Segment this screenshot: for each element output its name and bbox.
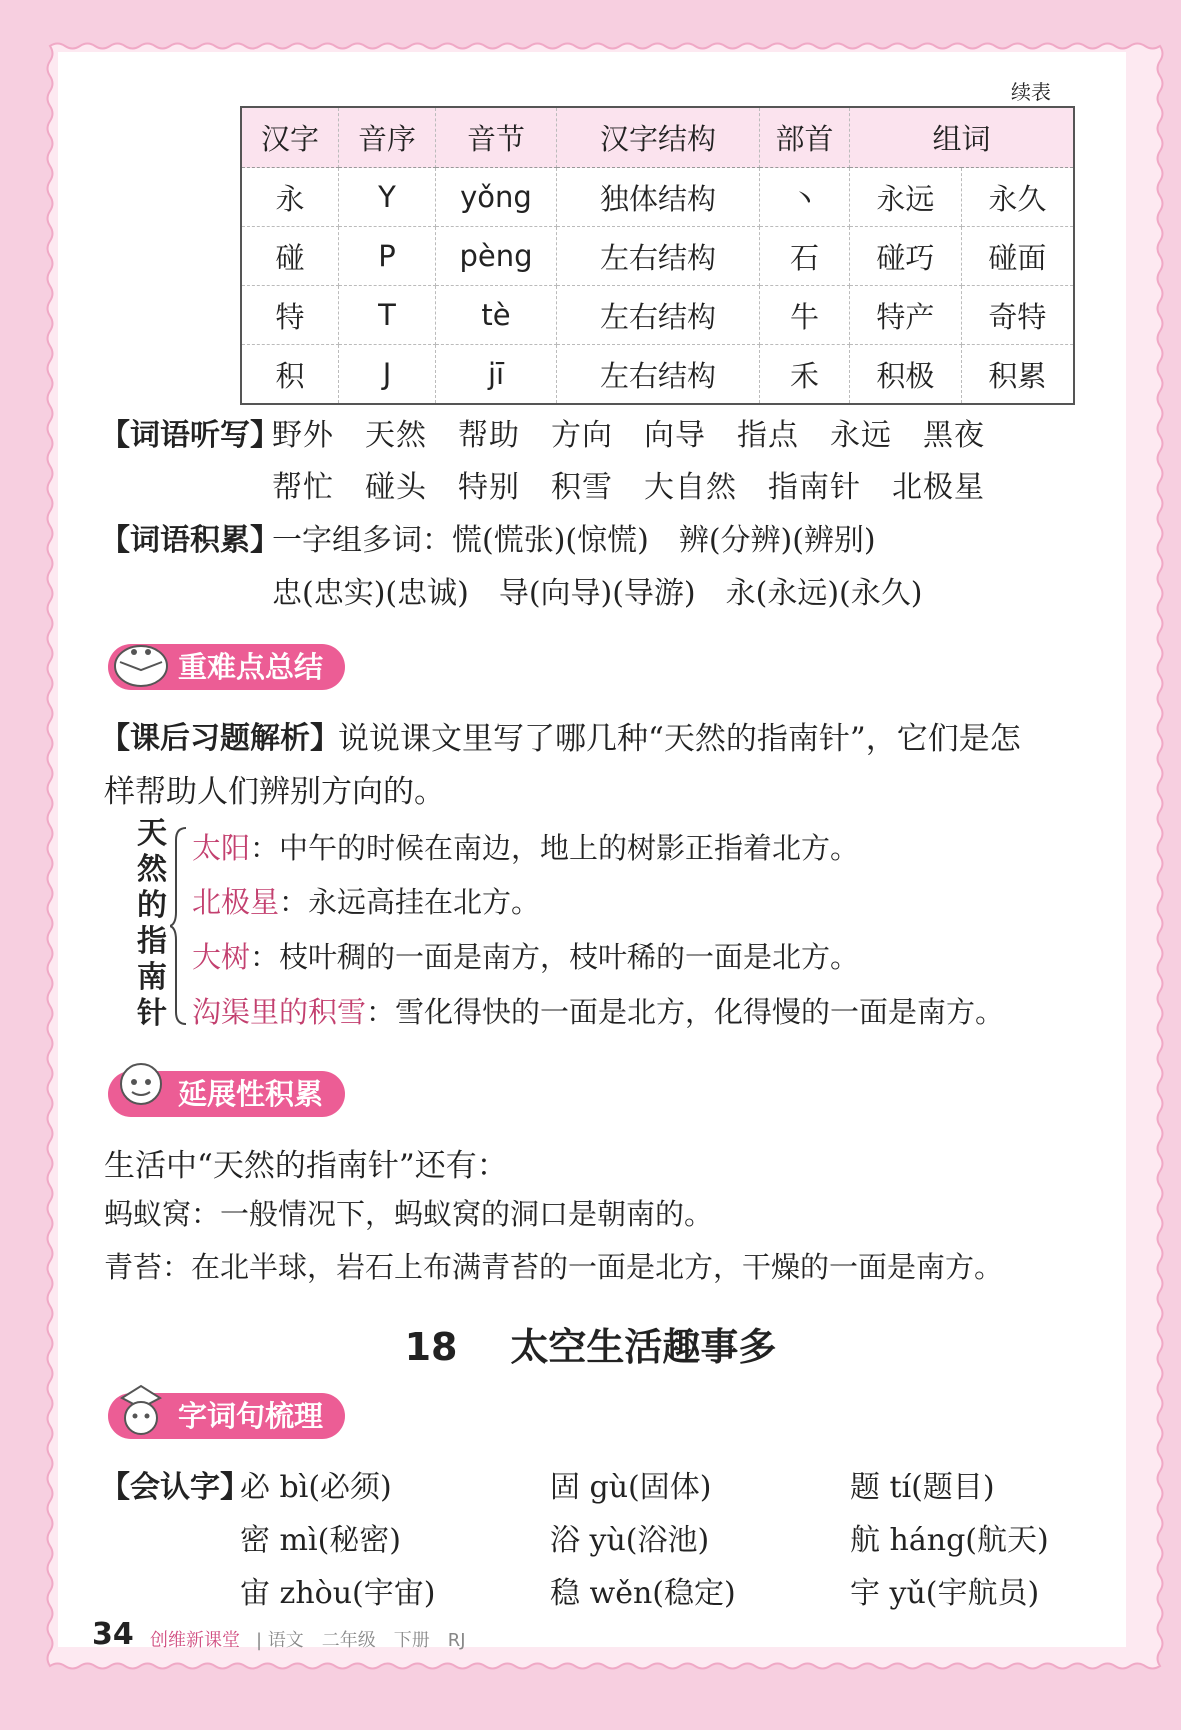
continued-label: 续表 xyxy=(1011,80,1051,104)
table-cell: J xyxy=(339,345,436,405)
brace-bracket xyxy=(170,826,190,1026)
book-mascot-icon xyxy=(110,632,172,692)
table-cell: 永久 xyxy=(961,168,1074,227)
header-cell: 部首 xyxy=(760,107,850,168)
extended-line-3: 青苔：在北半球，岩石上布满青苔的一面是北方，干燥的一面是南方。 xyxy=(104,1250,1004,1284)
exercise-label: 【课后习题解析】 xyxy=(100,721,340,756)
mascot-icon xyxy=(112,1380,170,1442)
recognize-item: 稳 wěn(稳定) xyxy=(550,1576,736,1611)
compass-item xyxy=(192,990,1004,1031)
table-row xyxy=(241,286,1074,345)
compass-item xyxy=(192,935,859,976)
page-number: 34 xyxy=(92,1617,134,1652)
accumulation-label: 【词语积累】 xyxy=(100,523,280,558)
table-cell: 积极 xyxy=(850,345,962,405)
table-cell: 碰 xyxy=(241,227,339,286)
compass-item-text: ：雪化得快的一面是北方，化得慢的一面是南方。 xyxy=(366,995,1005,1029)
table-cell: 碰巧 xyxy=(850,227,962,286)
compass-vertical-label: 天然的指南针 xyxy=(137,816,167,1031)
header-cell: 组词 xyxy=(850,107,1075,168)
recognize-item: 宙 zhòu(宇宙) xyxy=(240,1576,436,1611)
table-cell: 石 xyxy=(760,227,850,286)
lesson-number: 18 xyxy=(404,1325,458,1369)
table-cell: 左右结构 xyxy=(557,345,760,405)
table-cell: yǒng xyxy=(436,168,557,227)
dictation-label: 【词语听写】 xyxy=(100,418,280,453)
lesson-name: 太空生活趣事多 xyxy=(510,1325,777,1369)
table-cell: 永 xyxy=(241,168,339,227)
recognize-item: 航 háng(航天) xyxy=(850,1523,1049,1558)
recognize-item: 题 tí(题目) xyxy=(850,1470,995,1505)
table-header-row xyxy=(241,107,1074,168)
dictation-line-2: 帮忙 碰头 特别 积雪 大自然 指南针 北极星 xyxy=(272,470,985,505)
recognize-item: 必 bì(必须) xyxy=(240,1470,392,1505)
compass-item-key: 沟渠里的积雪 xyxy=(192,995,367,1029)
exercise-question-line-2: 样帮助人们辨别方向的。 xyxy=(104,774,445,810)
extended-line-1: 生活中“天然的指南针”还有： xyxy=(104,1148,508,1184)
accumulation-line-2: 忠(忠实)(忠诚) 导(向导)(导游) 永(永远)(永久) xyxy=(272,576,923,611)
table-cell: 禾 xyxy=(760,345,850,405)
compass-item-text: ：中午的时候在南边，地上的树影正指着北方。 xyxy=(250,831,860,865)
table-cell: 积累 xyxy=(988,358,1047,393)
compass-item-text: ：枝叶稠的一面是南方，枝叶稀的一面是北方。 xyxy=(250,940,860,974)
table-cell: 碰面 xyxy=(961,227,1074,286)
table-cell: T xyxy=(339,286,436,345)
recognize-item: 固 gù(固体) xyxy=(550,1470,712,1505)
recognize-item: 密 mì(秘密) xyxy=(240,1523,401,1558)
table-cell: 奇特 xyxy=(961,286,1074,345)
table-cell: 左右结构 xyxy=(557,227,760,286)
compass-item xyxy=(192,826,859,867)
table-row xyxy=(241,345,1074,405)
dictation-line-1: 野外 天然 帮助 方向 向导 指点 永远 黑夜 xyxy=(272,418,985,453)
table-cell: P xyxy=(339,227,436,286)
table-cell: 特 xyxy=(241,286,339,345)
header-cell: 汉字 xyxy=(241,107,339,168)
footer-info: | 语文 二年级 下册 RJ xyxy=(256,1630,466,1651)
table-row xyxy=(241,168,1074,227)
section-title: 延展性积累 xyxy=(178,1077,324,1111)
compass-item-key: 太阳 xyxy=(192,831,251,865)
accumulation-line-1: 一字组多词：慌(慌张)(惊慌) 辨(分辨)(辨别) xyxy=(272,523,876,558)
table-cell: tè xyxy=(436,286,557,345)
footer-brand: 创维新课堂 xyxy=(150,1630,240,1651)
recognize-item: 浴 yù(浴池) xyxy=(550,1523,710,1558)
table-cell: 积 xyxy=(241,345,339,405)
compass-item xyxy=(192,880,540,921)
exercise-question-line-1: 说说课文里写了哪几种“天然的指南针”，它们是怎 xyxy=(338,721,1021,757)
compass-item-key: 北极星 xyxy=(192,885,280,919)
table-cell: jī xyxy=(436,345,557,405)
table-cell: pèng xyxy=(436,227,557,286)
header-cell: 音节 xyxy=(436,107,557,168)
recognize-label: 【会认字】 xyxy=(100,1470,250,1505)
table-cell: 特产 xyxy=(850,286,962,345)
table-cell: 永远 xyxy=(850,168,962,227)
lesson-title xyxy=(0,1316,1181,1371)
compass-item-key: 大树 xyxy=(192,940,251,974)
mascot-icon xyxy=(112,1058,170,1120)
recognize-item: 宇 yǔ(宇航员) xyxy=(850,1576,1040,1611)
header-cell: 汉字结构 xyxy=(557,107,760,168)
character-table xyxy=(240,106,1075,405)
table-row xyxy=(241,227,1074,286)
table-cell: Y xyxy=(339,168,436,227)
section-title: 字词句梳理 xyxy=(178,1399,324,1433)
table-cell: 左右结构 xyxy=(557,286,760,345)
table-cell: 丶 xyxy=(760,168,850,227)
extended-line-2: 蚂蚁窝：一般情况下，蚂蚁窝的洞口是朝南的。 xyxy=(104,1197,714,1231)
compass-item-text: ：永远高挂在北方。 xyxy=(279,885,541,919)
table-cell: 牛 xyxy=(760,286,850,345)
section-title: 重难点总结 xyxy=(178,650,324,684)
table-cell: 独体结构 xyxy=(557,168,760,227)
header-cell: 音序 xyxy=(339,107,436,168)
